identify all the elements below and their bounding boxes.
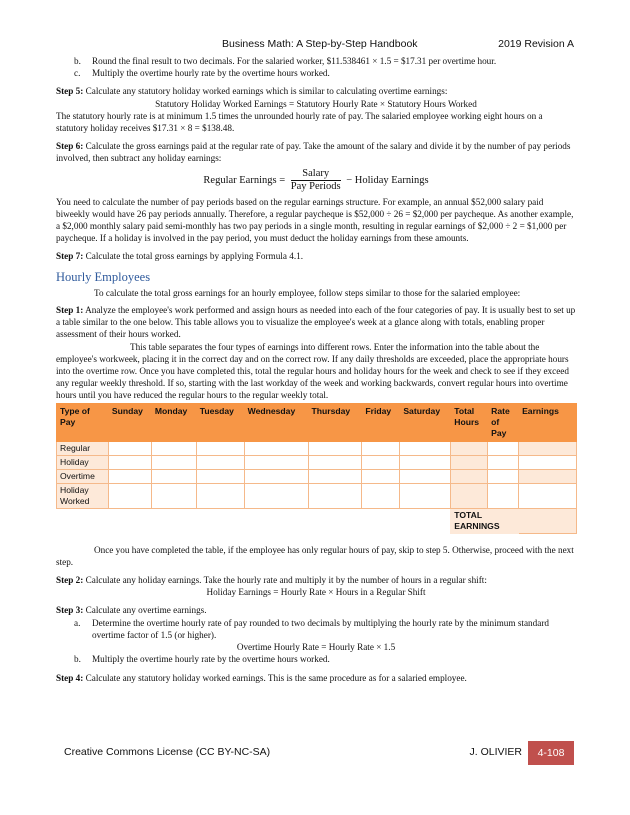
table-cell[interactable] — [151, 455, 196, 469]
formula: Holiday Earnings = Hourly Rate × Hours in a Regular Shift — [206, 587, 426, 598]
list-text: Round the final result to two decimals. For the salaried worker, $11.538461 × 1.5 = $17.31 per overtime hour. — [92, 56, 497, 66]
table-cell[interactable] — [308, 483, 362, 508]
table-cell[interactable] — [108, 455, 151, 469]
table-cell[interactable] — [244, 483, 308, 508]
step-label: Step 6: — [56, 141, 84, 152]
table-cell[interactable] — [451, 455, 488, 469]
header-revision: 2019 Revision A — [498, 38, 574, 50]
table-cell[interactable] — [196, 469, 244, 483]
table-cell[interactable] — [362, 441, 400, 455]
list-item — [56, 617, 576, 641]
header-cell: Thursday — [308, 403, 362, 441]
header-cell: Monday — [151, 403, 196, 441]
list-text: Multiply the overtime hourly rate by the overtime hours worked. — [92, 68, 330, 79]
footer-author: J. OLIVIER — [469, 746, 522, 758]
step-text: Calculate any statutory holiday worked earnings. This is the same procedure as for a salaried employee. — [85, 672, 467, 683]
formula-rhs: − Holiday Earnings — [346, 174, 429, 186]
step-paragraph — [56, 85, 576, 97]
body-text: Once you have completed the table, if the employee has only regular hours of pay, skip to step 5. Otherwise, proceed with the next step. — [56, 544, 574, 567]
page-content — [56, 55, 576, 684]
table-cell[interactable] — [451, 441, 488, 455]
row-label: Holiday — [57, 455, 109, 469]
table-cell[interactable] — [519, 469, 577, 483]
page-header — [56, 38, 574, 52]
step-label: Step 2: — [56, 575, 84, 586]
row-label: Overtime — [57, 469, 109, 483]
table-cell[interactable] — [451, 469, 488, 483]
formula-fraction — [291, 168, 341, 193]
table-header-row — [57, 403, 577, 441]
step-text: Calculate any statutory holiday worked earnings which is similar to calculating overtime earnings: — [85, 86, 448, 97]
formula-lhs: Regular Earnings = — [203, 174, 286, 186]
table-row — [57, 469, 577, 483]
row-label: Holiday Worked — [57, 483, 109, 508]
body-paragraph — [56, 341, 576, 402]
formula: Statutory Holiday Worked Earnings = Statutory Hourly Rate × Statutory Hours Worked — [155, 98, 477, 109]
table-cell[interactable] — [308, 469, 362, 483]
step-label: Step 5: — [56, 86, 84, 97]
header-cell: Rate of Pay — [488, 403, 519, 441]
table-cell[interactable] — [488, 455, 519, 469]
list-item — [56, 67, 576, 79]
table-cell[interactable] — [362, 483, 400, 508]
header-cell: Friday — [362, 403, 400, 441]
step-text: Calculate any overtime earnings. — [85, 605, 207, 616]
total-earnings-label: TOTAL EARNINGS — [451, 508, 519, 533]
fraction-numerator: Salary — [291, 168, 341, 181]
step-paragraph — [56, 672, 576, 684]
body-paragraph — [56, 544, 576, 568]
table-cell[interactable] — [244, 455, 308, 469]
step-label: Step 7: — [56, 251, 84, 262]
list-item — [56, 653, 576, 665]
table-cell[interactable] — [488, 441, 519, 455]
body-paragraph: You need to calculate the number of pay periods based on the regular earnings structure. For example, an annual $52,000 salary paid biweekly would have 26 pay periods annually. Therefore, a regular paycheque is $52,000 ÷ 26 = $2,000 per paycheque. As another example, a $2,000 monthly salary paid semi-monthly has two pay periods in a single month, resulting in regular earnings of $2,000 ÷ 2 = $1,000 per paycheque. If a holiday is involved in the pay period, you must deduct the holiday earnings from these amounts. — [56, 196, 574, 244]
step-paragraph — [56, 604, 576, 616]
table-cell[interactable] — [151, 469, 196, 483]
table-cell[interactable] — [196, 455, 244, 469]
header-title: Business Math: A Step-by-Step Handbook — [222, 38, 418, 50]
step-text: Calculate any holiday earnings. Take the hourly rate and multiply it by the number of hours in a regular shift: — [85, 575, 487, 586]
header-cell: Type of Pay — [57, 403, 109, 441]
table-cell[interactable] — [362, 455, 400, 469]
step-text: Calculate the gross earnings paid at the regular rate of pay. Take the amount of the salary and divide it by the number of pay periods involved, then subtract any holiday earnings: — [56, 141, 571, 164]
step-label: Step 4: — [56, 672, 84, 683]
list-text: Determine the overtime hourly rate of pay rounded to two decimals by multiplying the hourly rate by the minimum standard overtime factor of 1.5 (or higher). — [92, 617, 549, 640]
table-cell[interactable] — [519, 441, 577, 455]
table-cell[interactable] — [108, 469, 151, 483]
footer-license: Creative Commons License (CC BY-NC-SA) — [64, 746, 271, 758]
regular-earnings-formula — [56, 168, 576, 193]
earnings-table — [56, 403, 577, 534]
table-total-row — [57, 508, 577, 533]
list-marker: b. — [74, 654, 81, 665]
table-cell[interactable] — [519, 483, 577, 508]
body-text: This table separates the four types of earnings into different rows. Enter the information into the table about the employee's workweek, placing it in the correct day and on the correct row. If any daily thresholds are exceeded, place the appropriate hours into the overtime row. Once you have completed this, total the regular hours and holiday hours for the week and check to see if they exceed any regular weekly threshold. If so, starting with the last workday of the week and working backwards, convert regular hours into overtime hours until you have reduced the regular hours to the regular weekly total. — [56, 341, 569, 401]
step-paragraph — [56, 304, 576, 341]
list-item — [56, 55, 576, 67]
header-cell: Earnings — [519, 403, 577, 441]
formula: Overtime Hourly Rate = Hourly Rate × 1.5 — [236, 642, 396, 653]
page-footer — [56, 741, 574, 765]
step-label: Step 3: — [56, 605, 84, 616]
list-marker: c. — [74, 68, 81, 79]
table-cell[interactable] — [308, 455, 362, 469]
list-marker: b. — [74, 56, 81, 66]
step-paragraph — [56, 574, 576, 586]
header-cell: Wednesday — [244, 403, 308, 441]
table-cell[interactable] — [196, 483, 244, 508]
table-cell[interactable] — [308, 441, 362, 455]
section-heading: Hourly Employees — [56, 269, 151, 284]
table-cell[interactable] — [151, 441, 196, 455]
row-label: Regular — [57, 441, 109, 455]
body-paragraph: The statutory hourly rate is at minimum 1.5 times the unrounded hourly rate of pay. The salaried employee working eight hours on a statutory holiday receives $17.31 × 8 = $138.48. — [56, 110, 543, 134]
header-cell: Tuesday — [196, 403, 244, 441]
table-cell[interactable] — [362, 469, 400, 483]
total-earnings-cell[interactable] — [519, 508, 577, 533]
intro-paragraph: To calculate the total gross earnings for an hourly employee, follow steps similar to those for the salaried employee: — [94, 287, 521, 298]
table-cell[interactable] — [244, 441, 308, 455]
header-cell: Sunday — [108, 403, 151, 441]
step-text: Analyze the employee's work performed and assign hours as needed into each of the four categories of pay. It is usually best to set up a table similar to the one below. This table allows you to visualize the employee's week at a glance along with totals, enabling proper assessment of their hours worked. — [56, 305, 576, 340]
table-cell[interactable] — [400, 455, 451, 469]
table-cell[interactable] — [108, 483, 151, 508]
table-cell[interactable] — [151, 483, 196, 508]
header-cell: Saturday — [400, 403, 451, 441]
table-cell[interactable] — [488, 469, 519, 483]
table-cell[interactable] — [400, 469, 451, 483]
list-marker: a. — [74, 617, 81, 628]
table-row — [57, 455, 577, 469]
table-cell[interactable] — [400, 441, 451, 455]
table-row — [57, 483, 577, 508]
table-row — [57, 441, 577, 455]
table-cell[interactable] — [488, 483, 519, 508]
table-cell[interactable] — [196, 441, 244, 455]
table-cell[interactable] — [244, 469, 308, 483]
table-cell[interactable] — [451, 483, 488, 508]
step-paragraph — [56, 250, 576, 262]
page-number-badge: 4-108 — [528, 741, 574, 765]
fraction-denominator: Pay Periods — [290, 180, 341, 192]
table-cell[interactable] — [400, 483, 451, 508]
table-cell[interactable] — [519, 455, 577, 469]
list-text: Multiply the overtime hourly rate by the overtime hours worked. — [92, 654, 330, 665]
step-paragraph — [56, 140, 576, 164]
step-text: Calculate the total gross earnings by applying Formula 4.1. — [85, 251, 304, 262]
step-label: Step 1: — [56, 305, 84, 316]
table-cell[interactable] — [108, 441, 151, 455]
header-cell: Total Hours — [451, 403, 488, 441]
